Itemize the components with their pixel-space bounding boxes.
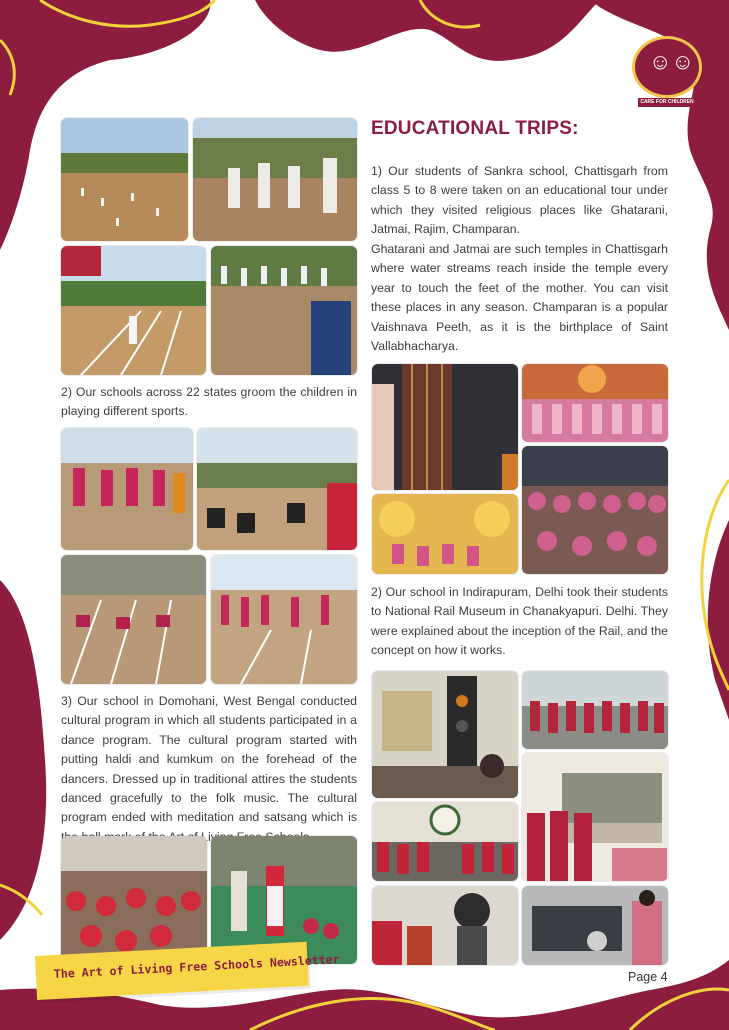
logo-tagline: CARE FOR CHILDREN [638, 98, 696, 107]
sports-caption: 2) Our schools across 22 states groom the children in playing different sports. [61, 385, 357, 419]
photo-temple-group-pink [522, 364, 668, 442]
trip1-details-text: Ghatarani and Jatmai are such temples in Chattisgarh where water streams reach inside the temple every year to touch the feet of the mother. You can visit these places in any season. Champaran is a popular Vaishnava Peeth, as it is the birthplace of Saint Vallabhacharya. [371, 242, 668, 354]
photo-games-girls [61, 428, 193, 550]
photo-rail-museum-sign [372, 802, 518, 881]
school-logo [632, 36, 702, 108]
cultural-program-text: 3) Our school in Domohani, West Bengal conducted cultural program in which all students participated in a dance program. The cultural program started with putting haldi and kumkum on the forehead of the dancers. Dressed up in traditional attires the students danced gracefully to the folk music. The cultural program ended with meditation and satsang which is [61, 694, 357, 825]
trip1-intro-text: 1) Our students of Sankra school, Chattisgarh from class 5 to 8 were taken on an educational tour under which they visited religious places like Ghatarani, Jatmai, Rajim, Champaran. [371, 164, 668, 237]
photo-rail-signal [372, 671, 518, 798]
photo-dance-audience [61, 836, 207, 964]
photo-rail-girl-display [522, 886, 668, 965]
photo-rail-group-red [522, 671, 668, 749]
children-faces-icon: ☺☺ [649, 49, 694, 74]
photo-sports-drill [211, 246, 357, 375]
newsletter-title: The Art of Living Free Schools Newsletter [53, 952, 340, 982]
photo-temple-gate [372, 364, 518, 490]
photo-rail-engine-part [372, 886, 518, 965]
photo-sports-band [193, 118, 357, 241]
photo-temple-yellow-hall [372, 494, 518, 574]
photo-games-lines [211, 555, 357, 684]
page-number: Page 4 [628, 970, 668, 984]
photo-sports-race [61, 246, 206, 375]
section-heading-educational-trips: EDUCATIONAL TRIPS: [371, 118, 579, 139]
photo-sports-field-wide [61, 118, 188, 241]
photo-temple-group-seated [522, 446, 668, 574]
photo-games-crawl [61, 555, 206, 684]
photo-games-chairs [197, 428, 357, 550]
photo-rail-exhibit [522, 753, 668, 881]
trip2-text: 2) Our school in Indirapuram, Delhi took their students to National Rail Museum in Chanakyapuri. Delhi. They were explained about the inception of the Rail, and the concept on how it works. [371, 585, 668, 658]
